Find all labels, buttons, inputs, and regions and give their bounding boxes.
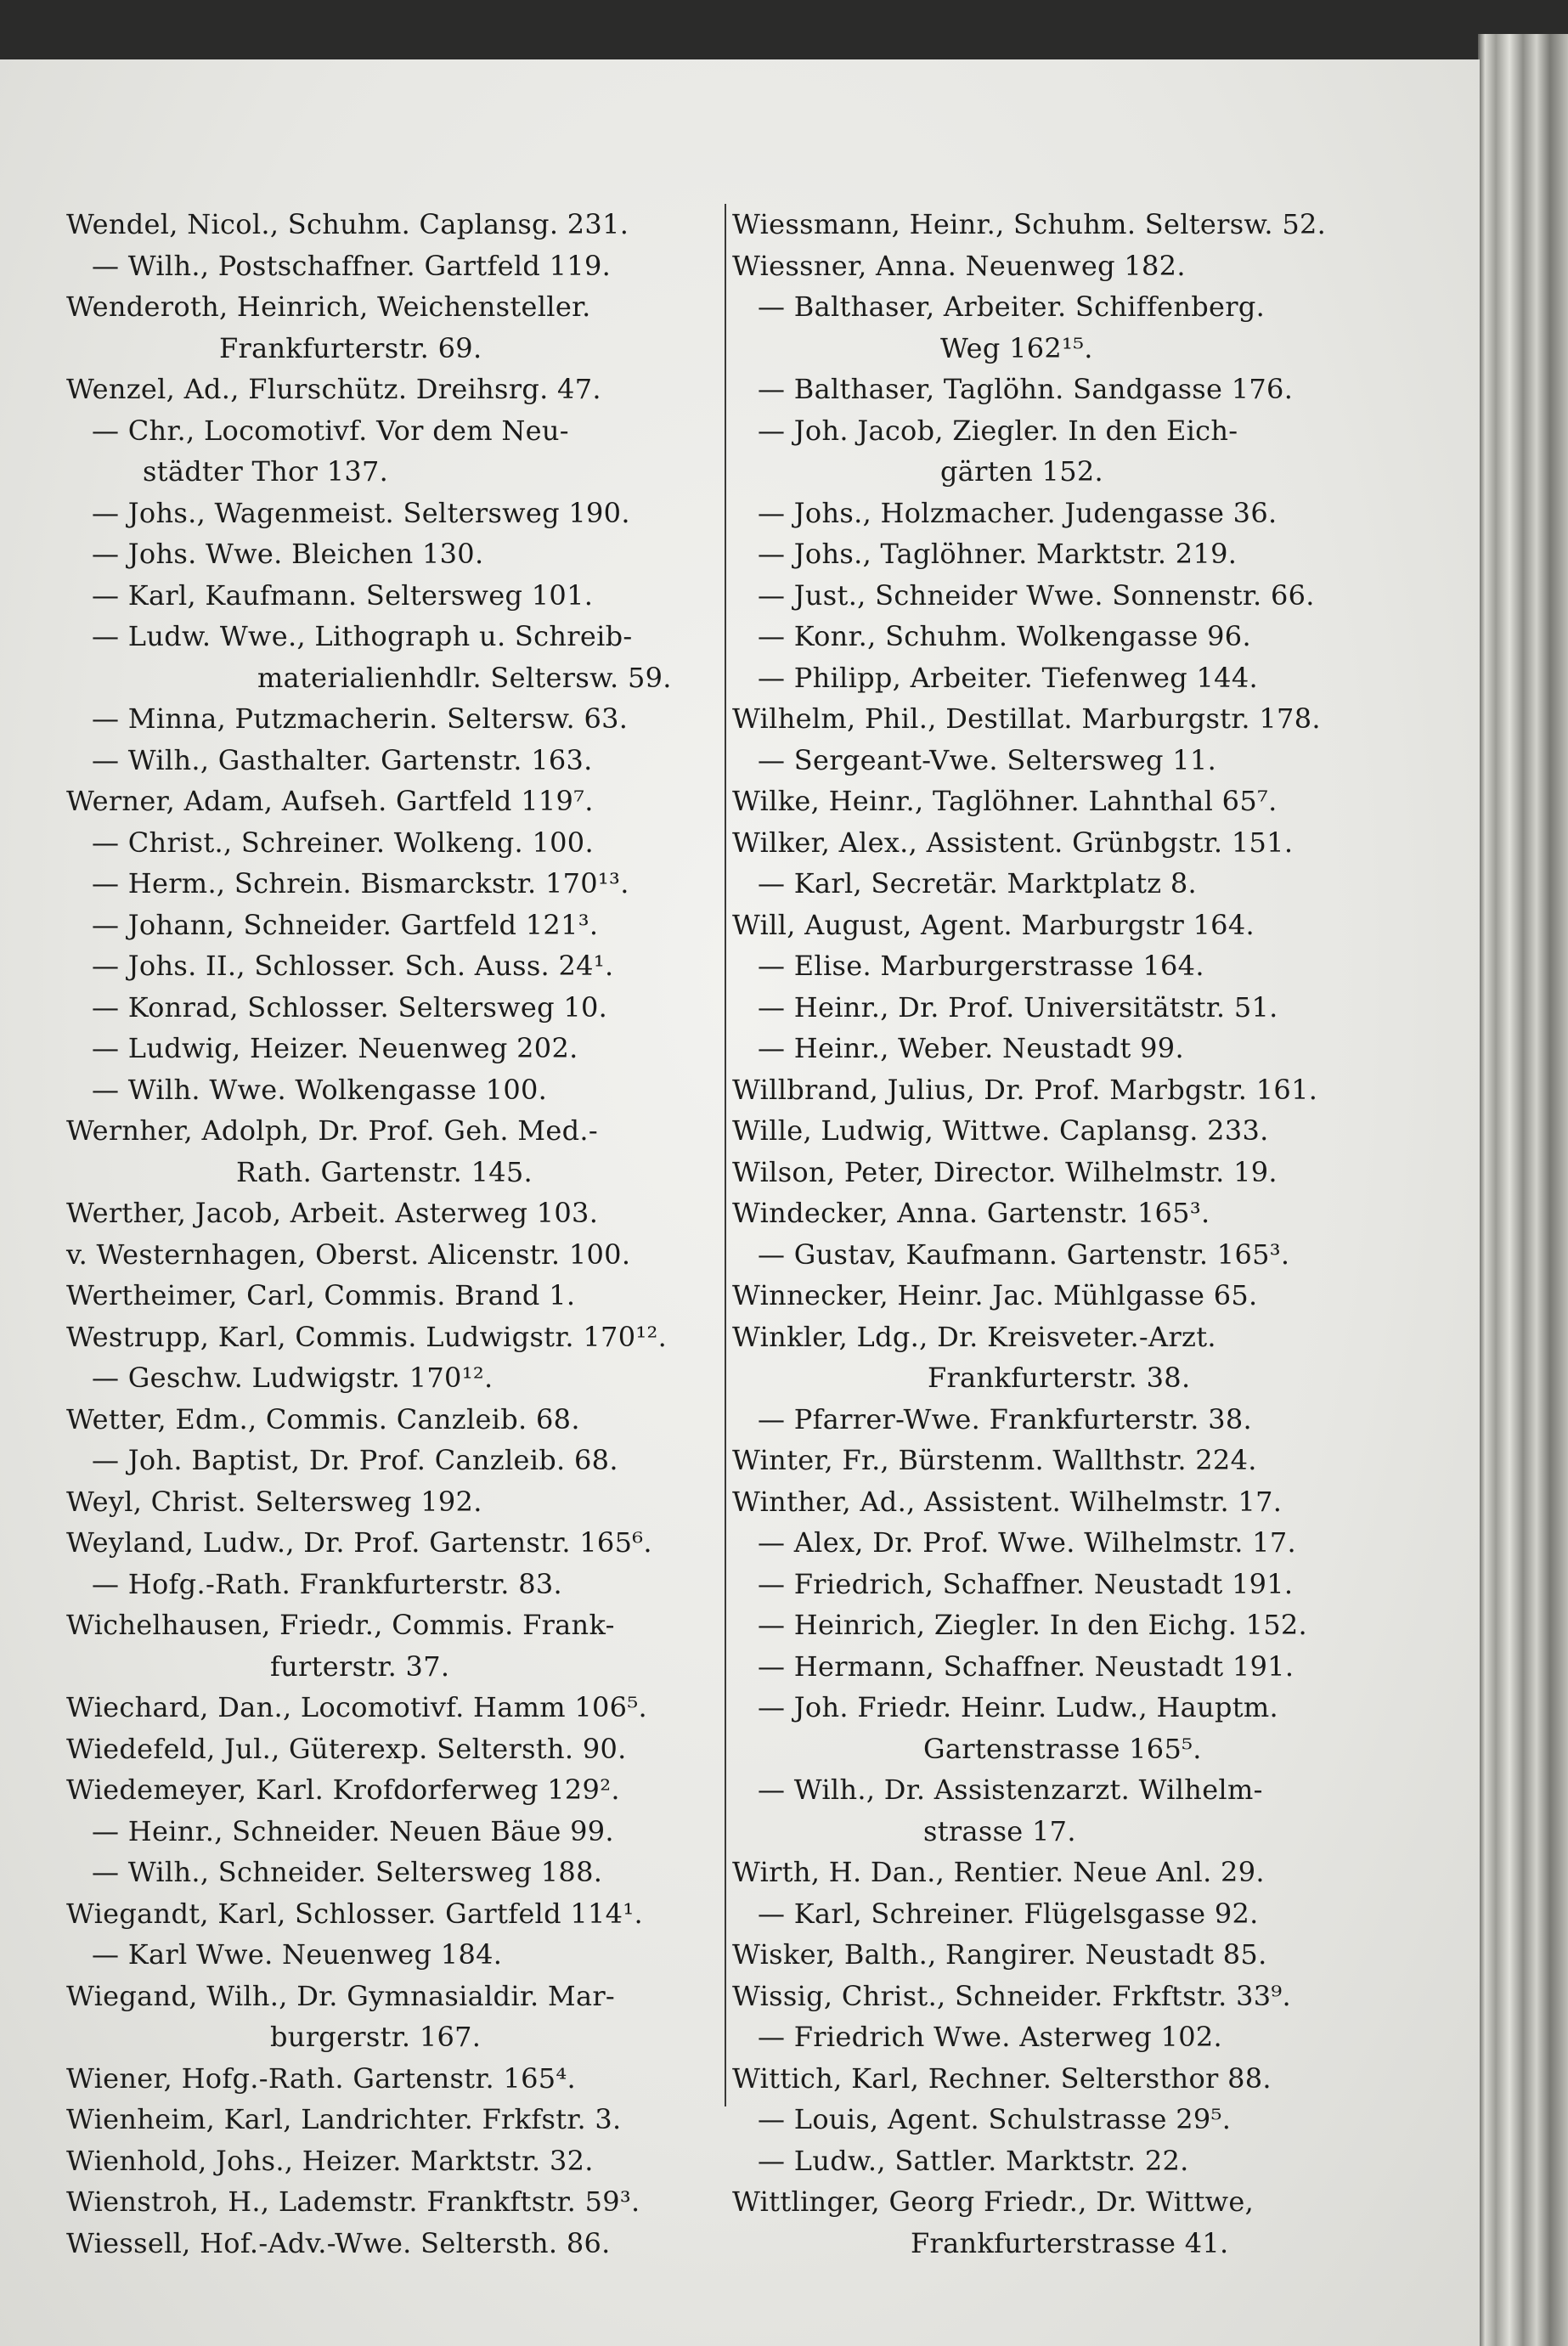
directory-entry: — Joh. Friedr. Heinr. Ludw., Hauptm.: [758, 1691, 1279, 1723]
directory-entry: Winter, Fr., Bürstenm. Wallthstr. 224.: [732, 1444, 1257, 1476]
directory-entry: Wisker, Balth., Rangirer. Neustadt 85.: [732, 1938, 1267, 1971]
directory-entry: Wiessner, Anna. Neuenweg 182.: [732, 249, 1186, 282]
directory-entry: — Johs., Wagenmeist. Seltersweg 190.: [92, 496, 630, 529]
directory-entry: — Ludwig, Heizer. Neuenweg 202.: [92, 1032, 578, 1064]
directory-entry: — Geschw. Ludwigstr. 170¹².: [92, 1362, 494, 1394]
directory-entry: — Balthaser, Arbeiter. Schiffenberg.: [758, 290, 1266, 323]
directory-entry: Wille, Ludwig, Wittwe. Caplansg. 233.: [732, 1114, 1269, 1147]
directory-entry: — Karl, Secretär. Marktplatz 8.: [758, 867, 1198, 899]
directory-entry: — Karl, Schreiner. Flügelsgasse 92.: [758, 1897, 1259, 1930]
directory-entry-continuation: Gartenstrasse 165⁵.: [923, 1732, 1202, 1765]
directory-entry: — Johs. Wwe. Bleichen 130.: [92, 538, 484, 570]
directory-entry: — Chr., Locomotivf. Vor dem Neu-: [92, 414, 569, 447]
directory-entry-continuation: furterstr. 37.: [270, 1650, 450, 1683]
right-column: [732, 204, 1378, 2259]
directory-entry: — Karl, Kaufmann. Seltersweg 101.: [92, 578, 594, 612]
directory-entry: Westrupp, Karl, Commis. Ludwigstr. 170¹².: [66, 1320, 668, 1353]
directory-entry: — Johs., Holzmacher. Judengasse 36.: [758, 496, 1278, 529]
directory-entry: — Joh. Jacob, Ziegler. In den Eich-: [758, 414, 1238, 447]
directory-entry: — Ludw. Wwe., Lithograph u. Schreib-: [92, 620, 633, 652]
directory-entry: — Konrad, Schlosser. Seltersweg 10.: [92, 990, 608, 1024]
directory-entry: Winnecker, Heinr. Jac. Mühlgasse 65.: [732, 1279, 1258, 1311]
directory-entry: Wetter, Edm., Commis. Canzleib. 68.: [66, 1402, 580, 1435]
directory-entry: — Sergeant-Vwe. Seltersweg 11.: [758, 743, 1217, 776]
directory-entry: — Gustav, Kaufmann. Gartenstr. 165³.: [758, 1238, 1290, 1271]
directory-entry: Wienstroh, H., Lademstr. Frankftstr. 59³.: [66, 2185, 640, 2218]
directory-entry-continuation: Frankfurterstr. 38.: [928, 1362, 1191, 1394]
directory-entry: Wilson, Peter, Director. Wilhelmstr. 19.: [732, 1155, 1278, 1188]
directory-entry-continuation: Frankfurterstr. 69.: [219, 331, 482, 364]
directory-entry: Wiedemeyer, Karl. Krofdorferweg 129².: [66, 1774, 620, 1806]
directory-entry: — Ludw., Sattler. Marktstr. 22.: [758, 2144, 1189, 2177]
directory-entry: — Wilh., Dr. Assistenzarzt. Wilhelm-: [758, 1774, 1263, 1806]
directory-entry: Wiedefeld, Jul., Güterexp. Seltersth. 90.: [66, 1732, 627, 1765]
directory-entry: Wienhold, Johs., Heizer. Marktstr. 32.: [66, 2144, 594, 2177]
directory-entry: — Alex, Dr. Prof. Wwe. Wilhelmstr. 17.: [758, 1526, 1296, 1559]
directory-entry-continuation: städter Thor 137.: [143, 455, 389, 488]
left-column: [66, 204, 712, 2259]
directory-entry: — Christ., Schreiner. Wolkeng. 100.: [92, 826, 594, 859]
directory-entry: — Hermann, Schaffner. Neustadt 191.: [758, 1650, 1294, 1683]
directory-entry: Wilke, Heinr., Taglöhner. Lahnthal 65⁷.: [732, 785, 1278, 817]
directory-entry: — Heinr., Dr. Prof. Universitätstr. 51.: [758, 990, 1278, 1024]
directory-entry: Wiessmann, Heinr., Schuhm. Seltersw. 52.: [732, 208, 1327, 240]
scan-top-shadow: [0, 0, 1568, 59]
directory-entry: Wienheim, Karl, Landrichter. Frkfstr. 3.: [66, 2103, 622, 2135]
directory-entry: — Hofg.-Rath. Frankfurterstr. 83.: [92, 1567, 562, 1600]
directory-entry-continuation: gärten 152.: [940, 455, 1103, 488]
directory-entry: Weyland, Ludw., Dr. Prof. Gartenstr. 165⁶.: [66, 1526, 652, 1559]
directory-entry: Wenzel, Ad., Flurschütz. Dreihsrg. 47.: [66, 373, 601, 405]
directory-entry: Wiegandt, Karl, Schlosser. Gartfeld 114¹.: [66, 1897, 643, 1930]
directory-entry: Wiechard, Dan., Locomotivf. Hamm 106⁵.: [66, 1691, 647, 1723]
directory-entry: — Just., Schneider Wwe. Sonnenstr. 66.: [758, 578, 1315, 612]
directory-entry: — Heinr., Weber. Neustadt 99.: [758, 1032, 1184, 1064]
directory-entry: Wiessell, Hof.-Adv.-Wwe. Seltersth. 86.: [66, 2226, 611, 2259]
directory-entry: — Karl Wwe. Neuenweg 184.: [92, 1938, 503, 1971]
directory-entry: Winkler, Ldg., Dr. Kreisveter.-Arzt.: [732, 1320, 1216, 1353]
directory-entry: Weyl, Christ. Seltersweg 192.: [66, 1485, 482, 1518]
directory-entry: v. Westernhagen, Oberst. Alicenstr. 100.: [66, 1238, 631, 1271]
column-divider: [725, 204, 726, 2106]
directory-entry: — Konr., Schuhm. Wolkengasse 96.: [758, 620, 1251, 652]
directory-entry: Windecker, Anna. Gartenstr. 165³.: [732, 1197, 1210, 1229]
directory-entry: — Balthaser, Taglöhn. Sandgasse 176.: [758, 373, 1294, 405]
directory-entry: Wittich, Karl, Rechner. Seltersthor 88.: [732, 2061, 1272, 2095]
directory-entry: Wenderoth, Heinrich, Weichensteller.: [66, 290, 591, 323]
directory-entry: Wilker, Alex., Assistent. Grünbgstr. 151.: [732, 826, 1294, 859]
directory-entry: — Wilh., Schneider. Seltersweg 188.: [92, 1856, 603, 1888]
directory-entry: Werther, Jacob, Arbeit. Asterweg 103.: [66, 1197, 599, 1229]
directory-entry: — Heinr., Schneider. Neuen Bäue 99.: [92, 1814, 614, 1847]
directory-entry: — Wilh., Gasthalter. Gartenstr. 163.: [92, 743, 593, 776]
directory-entry: Winther, Ad., Assistent. Wilhelmstr. 17.: [732, 1485, 1283, 1518]
directory-entry: Wendel, Nicol., Schuhm. Caplansg. 231.: [66, 208, 629, 240]
page-sheet: [0, 59, 1480, 2346]
directory-entry: — Joh. Baptist, Dr. Prof. Canzleib. 68.: [92, 1444, 618, 1476]
directory-entry: Wilhelm, Phil., Destillat. Marburgstr. 178.: [732, 702, 1321, 735]
directory-entry: Wirth, H. Dan., Rentier. Neue Anl. 29.: [732, 1856, 1265, 1888]
directory-entry: Wernher, Adolph, Dr. Prof. Geh. Med.-: [66, 1114, 598, 1147]
directory-entry-continuation: materialienhdlr. Seltersw. 59.: [257, 661, 672, 694]
directory-entry: — Philipp, Arbeiter. Tiefenweg 144.: [758, 661, 1258, 694]
directory-entry: Will, August, Agent. Marburgstr 164.: [732, 908, 1255, 941]
directory-entry: — Elise. Marburgerstrasse 164.: [758, 950, 1204, 982]
directory-entry: Werner, Adam, Aufseh. Gartfeld 119⁷.: [66, 785, 594, 817]
directory-entry: — Johs., Taglöhner. Marktstr. 219.: [758, 538, 1238, 570]
directory-entry-continuation: Rath. Gartenstr. 145.: [236, 1155, 533, 1188]
directory-entry-continuation: strasse 17.: [923, 1814, 1076, 1847]
directory-entry: — Johann, Schneider. Gartfeld 121³.: [92, 908, 599, 941]
directory-entry: — Wilh. Wwe. Wolkengasse 100.: [92, 1073, 548, 1106]
directory-entry: — Friedrich Wwe. Asterweg 102.: [758, 2021, 1222, 2053]
directory-columns: [51, 204, 1376, 2259]
directory-entry: — Wilh., Postschaffner. Gartfeld 119.: [92, 249, 612, 282]
directory-entry: — Herm., Schrein. Bismarckstr. 170¹³.: [92, 867, 629, 899]
directory-entry: — Heinrich, Ziegler. In den Eichg. 152.: [758, 1609, 1307, 1641]
directory-entry: — Friedrich, Schaffner. Neustadt 191.: [758, 1567, 1294, 1600]
book-page-edges: [1478, 34, 1568, 2346]
directory-entry: Wiegand, Wilh., Dr. Gymnasialdir. Mar-: [66, 1979, 616, 2012]
directory-entry: Willbrand, Julius, Dr. Prof. Marbgstr. 161.: [732, 1073, 1318, 1106]
directory-entry: Wertheimer, Carl, Commis. Brand 1.: [66, 1279, 576, 1311]
directory-entry-continuation: Frankfurterstrasse 41.: [911, 2226, 1229, 2259]
directory-entry: Wittlinger, Georg Friedr., Dr. Wittwe,: [732, 2185, 1255, 2218]
directory-entry: — Pfarrer-Wwe. Frankfurterstr. 38.: [758, 1402, 1252, 1435]
directory-entry: Wiener, Hofg.-Rath. Gartenstr. 165⁴.: [66, 2061, 577, 2095]
directory-entry: Wissig, Christ., Schneider. Frkftstr. 33⁹.: [732, 1979, 1291, 2012]
directory-entry: — Minna, Putzmacherin. Seltersw. 63.: [92, 702, 629, 735]
directory-entry-continuation: Weg 162¹⁵.: [940, 331, 1093, 364]
directory-entry: — Louis, Agent. Schulstrasse 29⁵.: [758, 2103, 1232, 2135]
directory-entry: Wichelhausen, Friedr., Commis. Frank-: [66, 1609, 615, 1641]
directory-entry-continuation: burgerstr. 167.: [270, 2021, 482, 2053]
directory-entry: — Johs. II., Schlosser. Sch. Auss. 24¹.: [92, 950, 614, 982]
